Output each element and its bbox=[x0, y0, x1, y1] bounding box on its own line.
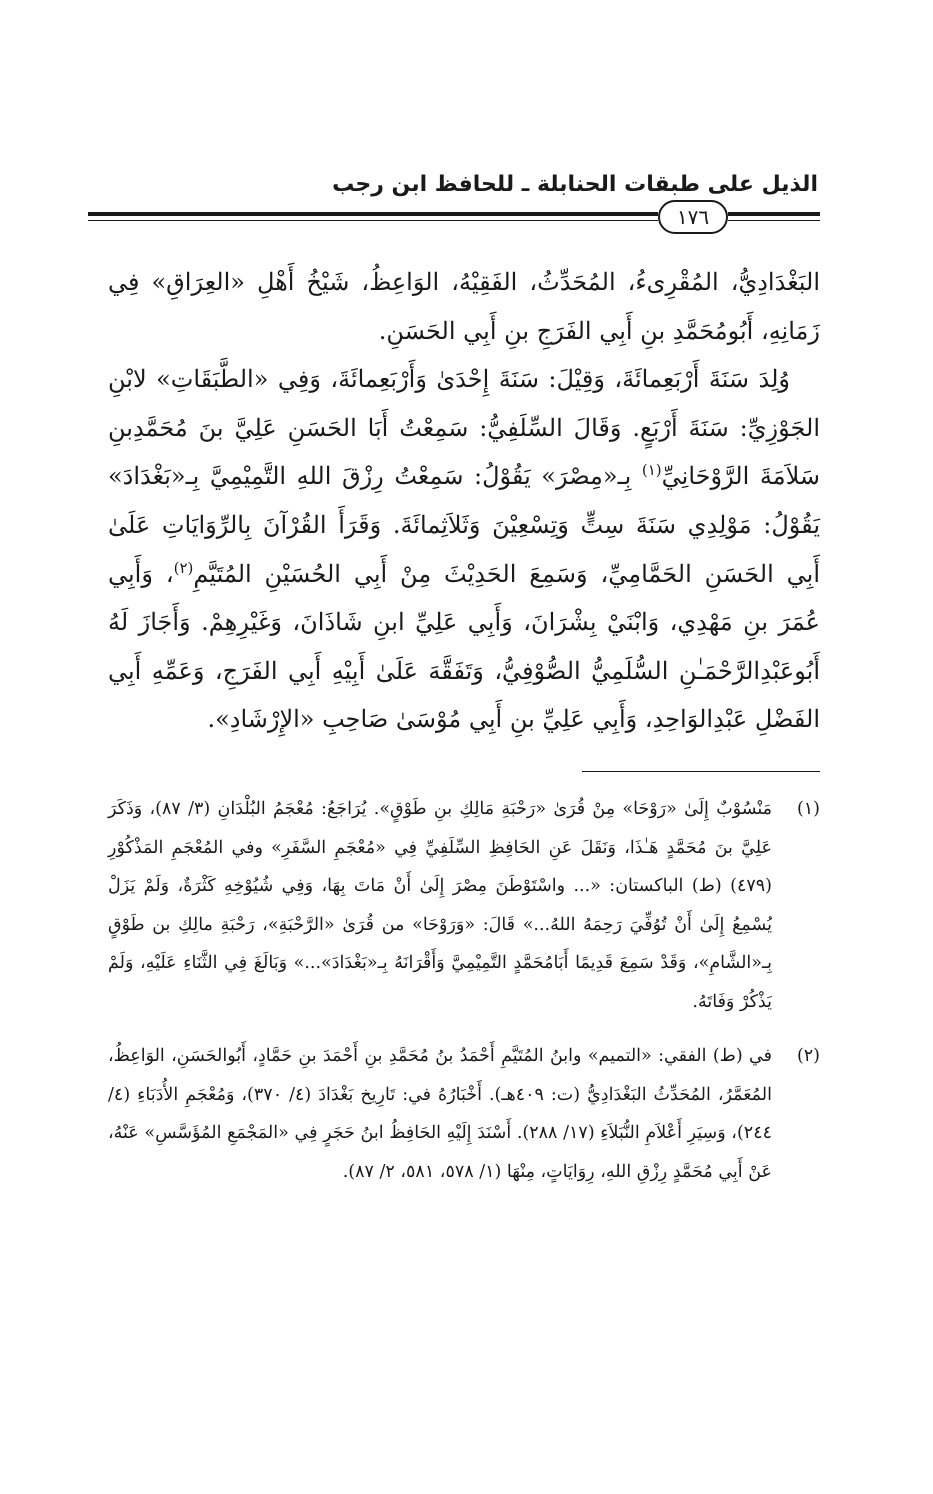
footnote-number: (١) bbox=[796, 799, 820, 819]
footnote-text: في (ط) الفقي: «التميم» وابنُ المُتَيَّمِ أَحْمَدُ بنُ مُحَمَّدِ بنِ أَحْمَدَ بنِ حَمَّادٍ، أَبُوالحَسَنِ، الوَاعِظُ، المُعَمَّرُ، المُحَدِّثُ البَغْدَادِيُّ (ت: ٤٠٩هـ). أَخْبَارُهُ في: تَارِيخ بَغْدَادَ (٤/ ٣٧٠)، وَمُعْجَمِ الأُدَبَاءِ (٤/ ٢٤٤)، وَسِيَرِ أَعْلاَمِ النُّبَلاَءِ (١٧/ ٢٨٨). أَسْنَدَ إِلَيْهِ الحَافِظُ ابنُ حَجَرٍ فِي «المَجْمَعِ المُؤَسَّسِ» عَنْهُ، عَنْ أَبِي مُحَمَّدٍ رِزْقِ اللهِ، رِوَايَاتٍ، مِنْهَا (١/ ٥٧٨، ٥٨١، ٢/ ٨٧). bbox=[108, 1046, 772, 1182]
footnote-2 bbox=[108, 1037, 820, 1191]
footnote-separator bbox=[582, 771, 820, 772]
paragraph-2-part-1: وُلِدَ سَنَةَ أَرْبَعِمائَةَ، وَقِيْلَ: سَنَةَ إِحْدَىٰ وَأَرْبَعِمائَةَ، وَفِي «الطَّبَقَاتِ» لابْنِ الجَوْزِيِّ: سَنَةَ أَرْبَعٍ. وَقَالَ السِّلَفِيُّ: سَمِعْتُ أَبَا الحَسَنِ عَلِيَّ بنَ مُحَمَّدِبنِ سَلاَمَةَ الرَّوْحَانِيِّ bbox=[108, 365, 820, 491]
paragraph-2-part-2: بِـ«مِصْرَ» يَقُوْلُ: سَمِعْتُ رِزْقَ اللهِ التَّمِيْمِيَّ بِـ«بَغْدَادَ» يَقُوْلُ: مَوْلِدِي سَنَةَ سِتٍّ وَتِسْعِيْنَ وَثَلاَثِمائَةَ. وَقَرَأَ القُرْآنَ بِالرِّوَايَاتِ عَلَىٰ أَبِي الحَسَنِ الحَمَّامِيِّ، وَسَمِعَ الحَدِيْثَ مِنْ أَبِي الحُسَيْنِ المُتَيَّمِ bbox=[108, 462, 821, 588]
header-rule-right-thin bbox=[728, 220, 820, 221]
paragraph-2-part-3: ، وَأَبِي عُمَرَ بنِ مَهْدِي، وَابْنَيْ بِشْرَانَ، وَأَبِي عَلِيِّ ابنِ شَاذَانَ، وَغَيْرِهِمْ. وَأَجَازَ لَهُ أَبُوعَبْدِالرَّحْمَـٰنِ السُّلَمِيُّ الصُّوْفِيُّ، وَتَفَقَّهَ عَلَىٰ أَبِيْهِ أَبِي الفَرَجِ، وَعَمِّهِ أَبِي الفَضْلِ عَبْدِالوَاحِدِ، وَأَبِي عَلِيِّ بنِ أَبِي مُوْسَىٰ صَاحِبِ «الإِرْشَادِ». bbox=[108, 559, 820, 734]
running-title: الذيل على طبقات الحنابلة ـ للحافظ ابن رجب bbox=[332, 172, 818, 197]
paragraph-1: البَغْدَادِيُّ، المُقْرِىءُ، المُحَدِّثُ، الفَقِيْهُ، الوَاعِظُ، شَيْخُ أَهْلِ «العِرَاقِ» فِي زَمَانِهِ، أَبُومُحَمَّدِ بنِ أَبِي الفَرَجِ بنِ أَبِي الحَسَنِ. bbox=[108, 268, 820, 345]
main-text bbox=[108, 258, 820, 744]
header-rule-left-thick bbox=[88, 212, 658, 216]
footnote-1 bbox=[108, 790, 820, 1021]
footnotes bbox=[108, 790, 820, 1191]
paragraph-2 bbox=[108, 355, 820, 744]
footnote-ref-2[interactable]: (٢) bbox=[173, 558, 194, 577]
header-rule-left-thin bbox=[88, 220, 658, 221]
footnote-ref-1[interactable]: (١) bbox=[641, 461, 662, 480]
header-rule-right-thick bbox=[728, 212, 820, 216]
header-rule bbox=[88, 198, 820, 238]
footnote-number: (٢) bbox=[796, 1046, 820, 1066]
footnote-text: مَنْسُوْبٌ إِلَىٰ «رَوْحَا» مِنْ قُرَىٰ «رَحْبَةِ مَالِكِ بنِ طَوْقٍ». يُرَاجَعُ: مُعْجَمُ البُلْدَانِ (٣/ ٨٧)، وَذَكَرَ عَلِيَّ بنَ مُحَمَّدٍ هَـٰذَا، وَنَقَلَ عَنِ الحَافِظِ السِّلَفِيِّ فِي «مُعْجَمِ السَّفَرِ» وفي المُعْجَمِ المَذْكُوْرِ (٤٧٩) (ط) الباكستان: «... واسْتَوْطَنَ مِصْرَ إِلَىٰ أَنْ مَاتَ بِهَا، وَفِي شُيُوْخِهِ كَثْرَةٌ، وَلَمْ يَزَلْ يُسْمِعُ إِلَىٰ أَنْ تُوُفِّيَ رَحِمَهُ اللهُ...» قَالَ: «وَرَوْحَا» من قُرَىٰ «الرَّحْبَةِ»، رَحْبَةِ مالِكِ بن طَوْقٍ بِـ«الشَّامِ»، وَقَدْ سَمِعَ قَدِيمًا أَبَامُحَمَّدٍ التَّمِيْمِيَّ وَأَقْرَانَهُ بِـ«بَغْدَادَ»...» وَبَالَغَ فِي الثَّنَاءِ عَلَيْهِ، وَلَمْ يَذْكُرْ وَفَاتَهُ. bbox=[108, 799, 772, 1012]
page-number: ١٧٦ bbox=[658, 200, 728, 234]
